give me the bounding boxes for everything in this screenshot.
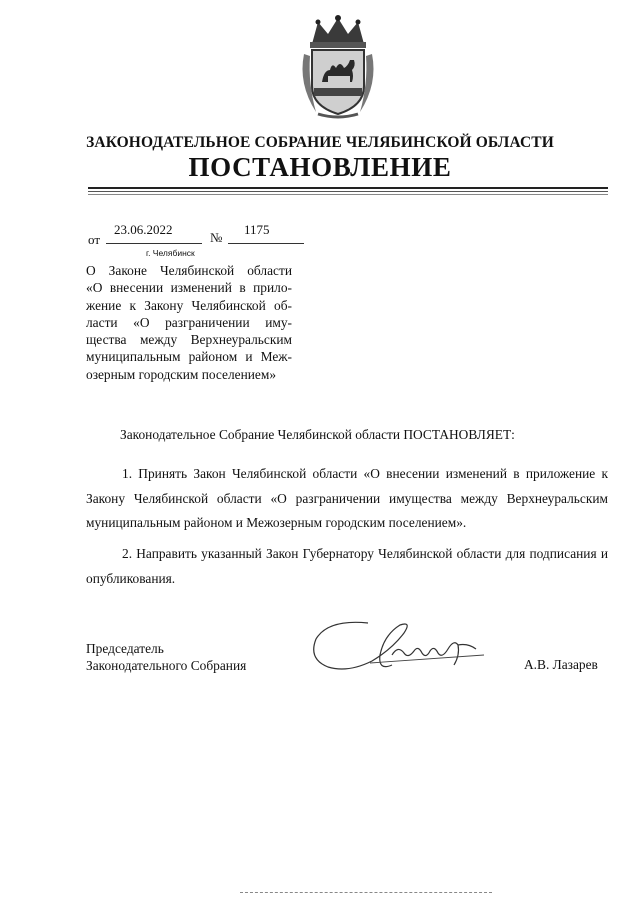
signatory-title	[86, 640, 246, 674]
subject-line: озерным городским поселением»	[86, 366, 277, 382]
resolution-item-2: 2. Направить указанный Закон Губернатору Челябинской области для подписания и опубликования.	[86, 546, 608, 586]
date-underline	[106, 243, 202, 244]
organization-title: ЗАКОНОДАТЕЛЬНОЕ СОБРАНИЕ ЧЕЛЯБИНСКОЙ ОБЛАСТИ	[86, 134, 554, 151]
resolution-item-1: 1. Принять Закон Челябинской области «О внесении изменений в приложение к Закону Челябинской области «О разграничении имущества между Верхнеуральским муниципальным районом и Межозерным городским поселением».	[86, 466, 608, 530]
subject-line: О Законе Челябинской области	[86, 263, 292, 278]
header-divider	[88, 187, 608, 189]
subject-line: щества между Верхнеуральским	[86, 332, 292, 348]
document-meta	[88, 222, 328, 262]
chelyabinsk-coat-of-arms-icon	[298, 14, 378, 120]
document-type-title: ПОСТАНОВЛЕНИЕ	[188, 152, 452, 182]
subject-line: ласти «О разграничении иму-	[86, 314, 292, 330]
header-divider	[88, 194, 608, 195]
subject-line: «О внесении изменений в прило-	[86, 280, 292, 296]
document-date: 23.06.2022	[114, 222, 173, 237]
footer-rule	[240, 892, 492, 893]
city-label: г. Челябинск	[146, 248, 195, 258]
document-subject	[86, 262, 292, 383]
header-divider	[88, 191, 608, 192]
number-underline	[228, 243, 304, 244]
document-number: 1175	[244, 222, 270, 237]
signatory-title-line: Законодательного Собрания	[86, 658, 247, 673]
date-prefix: от	[88, 232, 101, 247]
handwritten-signature-icon	[308, 615, 488, 677]
number-sign: №	[210, 230, 223, 245]
preamble: Законодательное Собрание Челябинской области ПОСТАНОВЛЯЕТ:	[120, 427, 515, 442]
signatory-name: А.В. Лазарев	[524, 657, 598, 672]
subject-line: жение к Закону Челябинской об-	[86, 297, 292, 313]
subject-line: муниципальным районом и Меж-	[86, 349, 292, 365]
signatory-title-line: Председатель	[86, 641, 164, 656]
